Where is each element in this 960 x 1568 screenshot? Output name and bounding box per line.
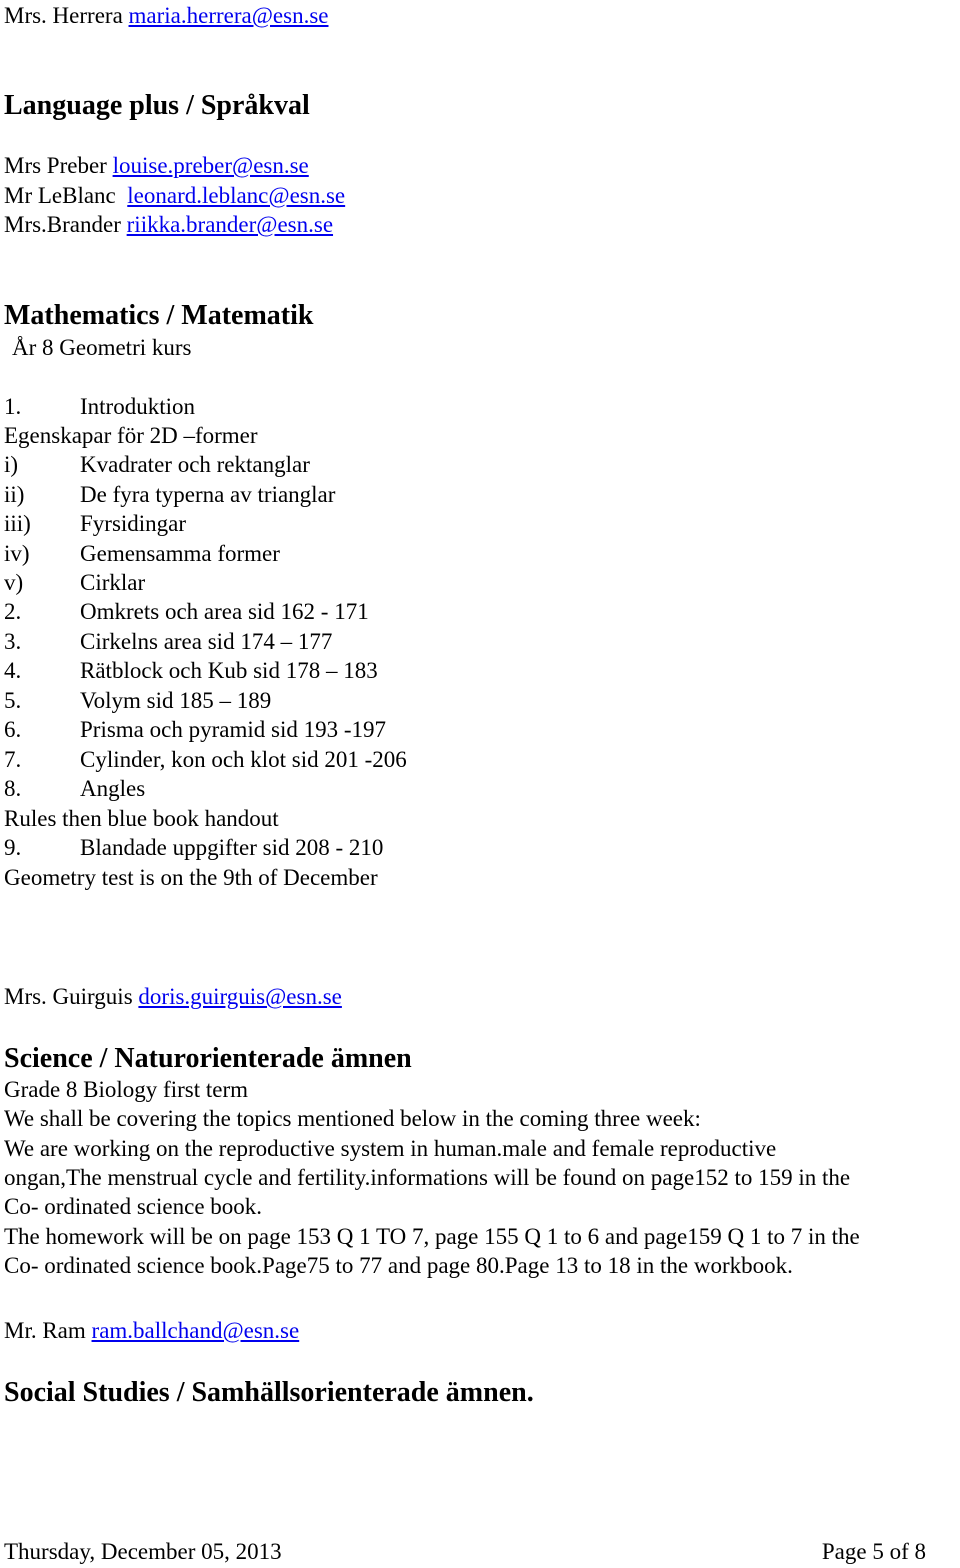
teacher-name: Mrs. Herrera (4, 3, 123, 28)
teacher-contact-brander (4, 211, 333, 239)
teacher-contact-herrera (4, 2, 329, 30)
math-line: Egenskapar för 2D –former (4, 423, 258, 448)
section-heading-science: Science / Naturorienterade ämnen (4, 1043, 412, 1074)
science-line: The homework will be on page 153 Q 1 TO 7, page 155 Q 1 to 6 and page159 Q 1 to 7 in the (4, 1224, 860, 1249)
email-link[interactable]: leonard.leblanc@esn.se (127, 183, 346, 208)
section-heading-language: Language plus / Språkval (4, 90, 310, 121)
math-line: 8. Angles (4, 776, 146, 801)
section-heading-math: Mathematics / Matematik (4, 300, 314, 331)
science-line: Grade 8 Biology first term (4, 1077, 249, 1102)
science-line: Co- ordinated science book.Page75 to 77 and page 80.Page 13 to 18 in the workbook. (4, 1253, 793, 1278)
teacher-contact-guirguis (4, 983, 342, 1011)
teacher-name: Mr LeBlanc (4, 183, 116, 208)
math-line: 3. Cirkelns area sid 174 – 177 (4, 629, 333, 654)
math-line: v) Cirklar (4, 570, 146, 595)
email-link[interactable]: doris.guirguis@esn.se (138, 984, 342, 1009)
math-line: ii) De fyra typerna av trianglar (4, 482, 336, 507)
email-link[interactable]: riikka.brander@esn.se (126, 212, 334, 237)
math-line: Rules then blue book handout (4, 806, 279, 831)
math-line: 2. Omkrets och area sid 162 - 171 (4, 599, 369, 624)
math-line: 5. Volym sid 185 – 189 (4, 688, 272, 713)
email-link[interactable]: louise.preber@esn.se (112, 153, 309, 178)
math-line: 4. Rätblock och Kub sid 178 – 183 (4, 658, 378, 683)
math-line: iii) Fyrsidingar (4, 511, 187, 536)
science-line: We are working on the reproductive system in human.male and female reproductive (4, 1136, 777, 1161)
teacher-contact-ram (4, 1317, 299, 1345)
teacher-name: Mrs.Brander (4, 212, 121, 237)
math-line: iv) Gemensamma former (4, 541, 280, 566)
science-line: ongan,The menstrual cycle and fertility.informations will be found on page152 to 159 in the (4, 1165, 851, 1190)
math-line: Geometry test is on the 9th of December (4, 865, 378, 890)
science-line: We shall be covering the topics mentioned below in the coming three week: (4, 1106, 701, 1131)
teacher-name: Mrs Preber (4, 153, 107, 178)
math-subheading: År 8 Geometri kurs (12, 335, 192, 360)
teacher-contact-leblanc (4, 182, 345, 210)
science-line: Co- ordinated science book. (4, 1194, 263, 1219)
math-line: 9. Blandade uppgifter sid 208 - 210 (4, 835, 384, 860)
footer-date: Thursday, December 05, 2013 (4, 1539, 282, 1564)
section-heading-social: Social Studies / Samhällsorienterade ämnen. (4, 1377, 534, 1408)
email-link[interactable]: ram.ballchand@esn.se (91, 1318, 300, 1343)
teacher-name: Mrs. Guirguis (4, 984, 133, 1009)
teacher-name: Mr. Ram (4, 1318, 86, 1343)
math-line: 6. Prisma och pyramid sid 193 -197 (4, 717, 386, 742)
math-line: i) Kvadrater och rektanglar (4, 452, 310, 477)
email-link[interactable]: maria.herrera@esn.se (128, 3, 329, 28)
math-line: 7. Cylinder, kon och klot sid 201 -206 (4, 747, 407, 772)
math-line: 1. Introduktion (4, 394, 195, 419)
footer-page-number: Page 5 of 8 (821, 1539, 926, 1564)
teacher-contact-preber (4, 152, 309, 180)
